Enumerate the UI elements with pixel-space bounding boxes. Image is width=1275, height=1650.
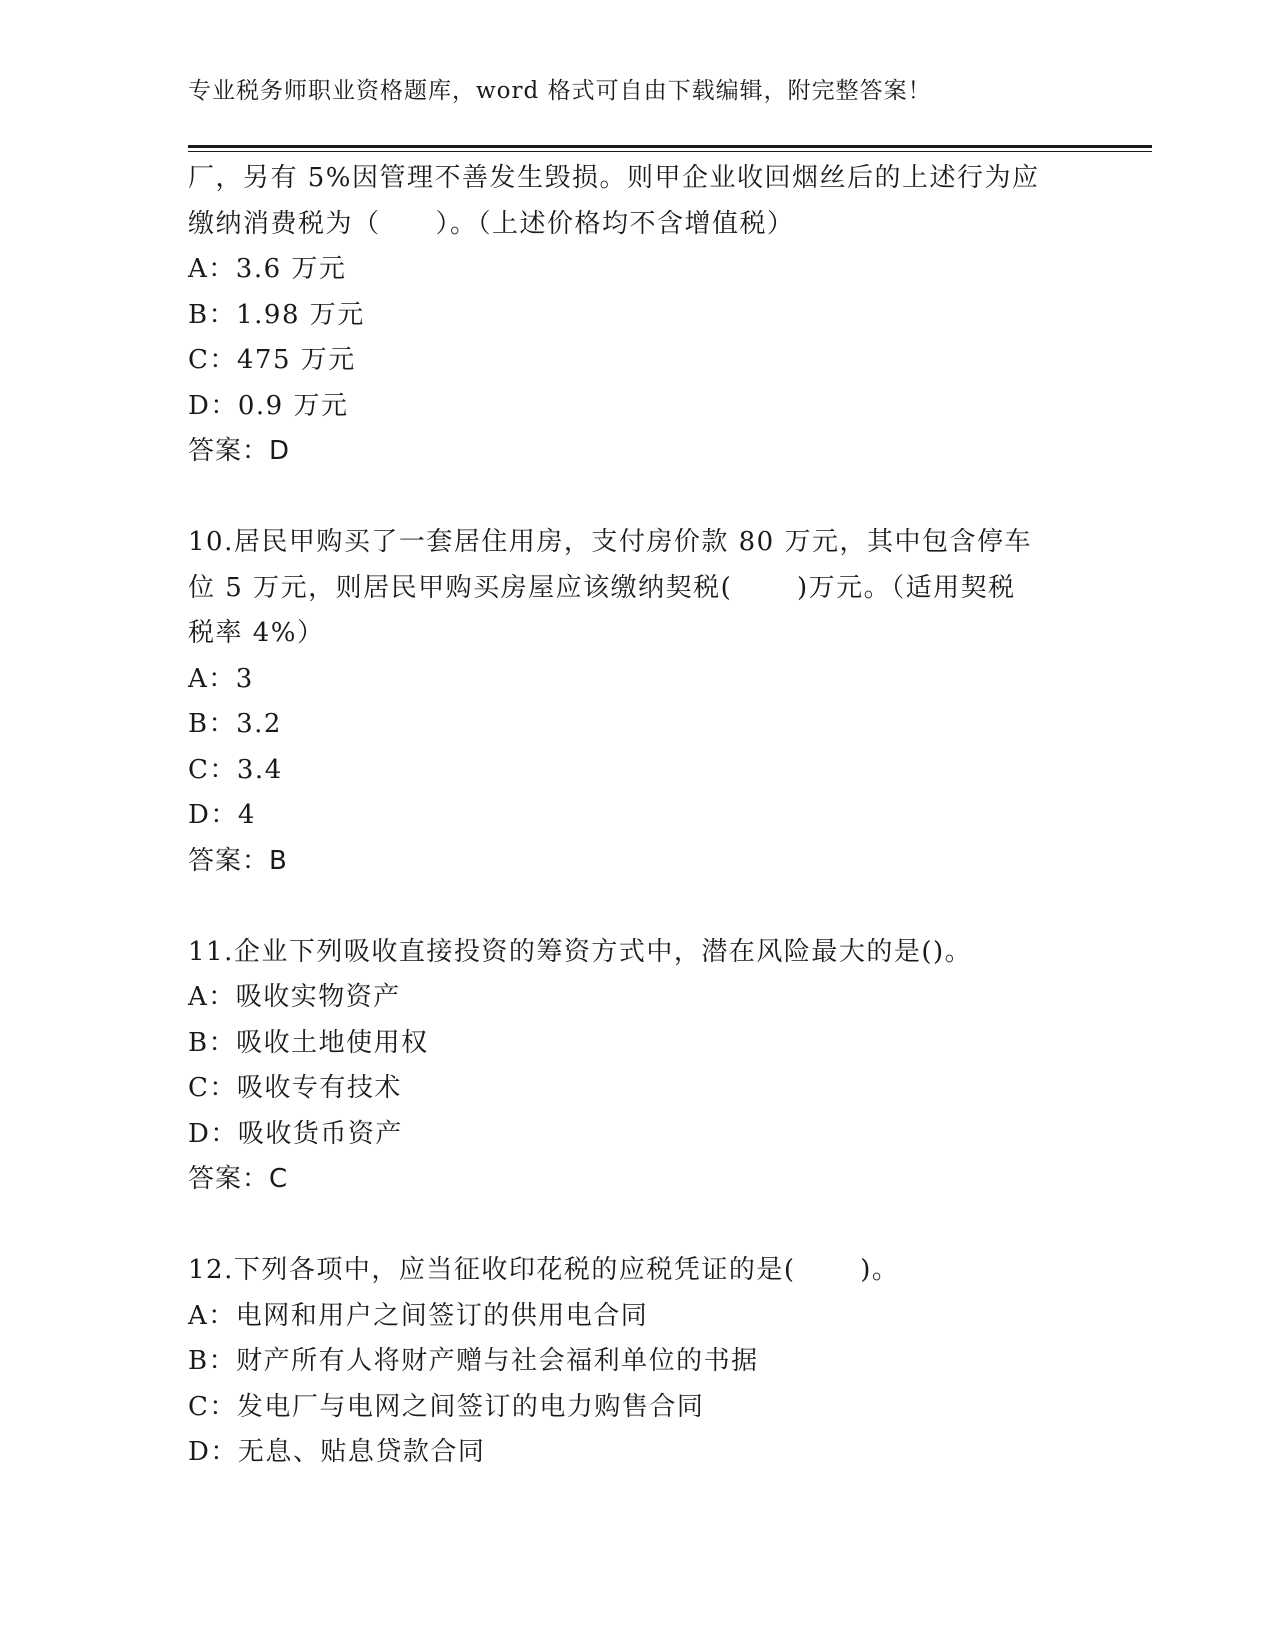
question-text-line: 12.下列各项中，应当征收印花税的应税凭证的是( )。 xyxy=(188,1255,900,1285)
question-11 xyxy=(188,930,1088,1203)
question-text-line: 税率 4%） xyxy=(188,618,325,648)
spacer xyxy=(188,884,1088,930)
option-d: D：0.9 万元 xyxy=(188,390,349,421)
question-9 xyxy=(188,156,1088,475)
spacer xyxy=(188,1203,1088,1249)
spacer xyxy=(188,475,1088,521)
question-list xyxy=(188,156,1088,1476)
question-12 xyxy=(188,1248,1088,1476)
option-a: A：3 xyxy=(188,663,254,694)
option-b: B：财产所有人将财产赠与社会福利单位的书据 xyxy=(188,1346,759,1376)
page-header: 专业税务师职业资格题库，word 格式可自由下载编辑，附完整答案！ xyxy=(188,78,932,104)
question-text-line: 位 5 万元，则居民甲购买房屋应该缴纳契税( )万元。（适用契税 xyxy=(188,572,1016,603)
answer: 答案：C xyxy=(188,1164,289,1194)
option-d: D：4 xyxy=(188,800,256,830)
question-text-line: 11.企业下列吸收直接投资的筹资方式中，潜在风险最大的是()。 xyxy=(188,936,973,967)
option-a: A：3.6 万元 xyxy=(188,254,347,284)
option-d: D：无息、贴息贷款合同 xyxy=(188,1437,486,1467)
option-d: D：吸收货币资产 xyxy=(188,1118,403,1149)
header-rule-thin xyxy=(188,151,1152,152)
option-b: B：3.2 xyxy=(188,709,282,739)
question-text-line: 缴纳消费税为（ ）。（上述价格均不含增值税） xyxy=(188,208,795,239)
option-a: A：电网和用户之间签订的供用电合同 xyxy=(188,1300,649,1331)
option-b: B：吸收土地使用权 xyxy=(188,1027,429,1058)
option-b: B：1.98 万元 xyxy=(188,299,365,330)
answer: 答案：D xyxy=(188,436,291,466)
option-c: C：发电厂与电网之间签订的电力购售合同 xyxy=(188,1391,705,1422)
option-a: A：吸收实物资产 xyxy=(188,982,401,1012)
question-text-line: 厂，另有 5%因管理不善发生毁损。则甲企业收回烟丝后的上述行为应 xyxy=(188,163,1040,193)
option-c: C：吸收专有技术 xyxy=(188,1073,402,1103)
question-10 xyxy=(188,520,1088,884)
header-rule-thick xyxy=(188,145,1152,148)
answer: 答案：B xyxy=(188,845,288,876)
option-c: C：475 万元 xyxy=(188,345,356,375)
option-c: C：3.4 xyxy=(188,754,283,785)
question-text-line: 10.居民甲购买了一套居住用房，支付房价款 80 万元，其中包含停车 xyxy=(188,527,1032,557)
